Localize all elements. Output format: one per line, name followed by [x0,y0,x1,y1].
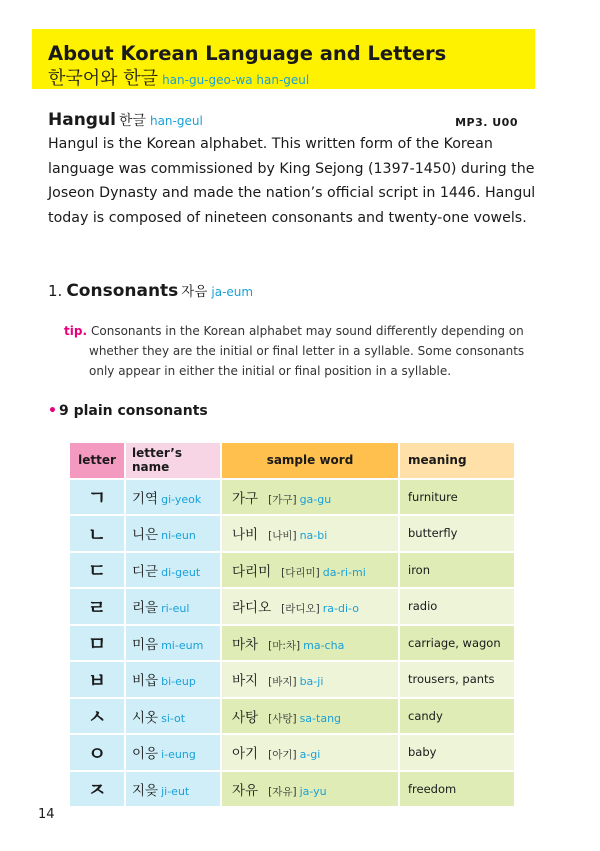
hangul-intro-paragraph: Hangul is the Korean alphabet. This written form of the Korean language was commissioned by King Sejong (1397-1450) during the Joseon Dynasty and made the nation’s official script in 1446. Hangul today is composed of nineteen consonants and twenty-one vowels. [48,136,536,226]
consonant-letter: ㄹ [70,587,124,624]
page-subtitle [48,64,309,90]
plain-consonants-heading [48,403,208,419]
consonant-name [126,697,220,734]
meaning: furniture [400,478,514,515]
consonant-name [126,551,220,588]
meaning: iron [400,551,514,588]
page-number: 14 [38,807,55,822]
mp3-track-label: MP3. U00 [455,116,518,129]
consonant-letter: ㅈ [70,770,124,807]
tip-label: tip. [64,324,87,338]
sample-word-ko: 아기 [232,746,259,763]
hangul-heading-en: Hangul [48,110,116,130]
meaning: candy [400,697,514,734]
hangul-heading-ko: 한글 [118,113,146,129]
sample-word-ko: 라디오 [232,600,272,617]
tip-note [64,321,534,381]
table-row [70,660,514,697]
sample-word-rom: ba-ji [299,675,324,689]
sample-word [222,624,398,661]
consonant-name-ko: 니은 [132,527,159,544]
header-letter-name: letter’s name [126,443,220,478]
consonant-name-rom: bi-eup [161,675,196,689]
table-row [70,770,514,807]
sample-word [222,697,398,734]
hangul-heading [48,110,203,130]
sample-word-pronunciation: [마:차] [268,639,301,652]
consonant-name-ko: 이응 [132,746,159,763]
consonant-name-ko: 디귿 [132,563,159,580]
consonant-name [126,624,220,661]
sample-word-pronunciation: [가구] [268,493,297,506]
sample-word [222,551,398,588]
consonant-letter: ㅂ [70,660,124,697]
sample-word-pronunciation: [사탕] [268,712,297,725]
table-row [70,514,514,551]
header-letter: letter [70,443,124,478]
sample-word-pronunciation: [아기] [268,749,297,762]
consonant-name-rom: ri-eul [161,602,190,616]
table-row [70,733,514,770]
consonant-letter: ㄱ [70,478,124,515]
consonant-name [126,514,220,551]
consonant-name-ko: 비읍 [132,673,159,690]
sample-word-rom: na-bi [299,529,328,543]
consonant-name [126,587,220,624]
table-row [70,697,514,734]
sample-word [222,770,398,807]
consonants-heading-en: Consonants [66,281,179,301]
meaning: carriage, wagon [400,624,514,661]
meaning: butterfly [400,514,514,551]
consonant-letter: ㄴ [70,514,124,551]
consonant-name-rom: si-ot [161,711,186,725]
meaning: trousers, pants [400,660,514,697]
table-row [70,551,514,588]
sample-word-pronunciation: [바지] [268,676,297,689]
consonant-name-rom: gi-yeok [161,492,202,506]
sample-word [222,733,398,770]
sample-word-pronunciation: [다리미] [281,566,320,579]
sample-word-pronunciation: [나비] [268,530,297,543]
consonant-name [126,733,220,770]
consonant-name [126,770,220,807]
subtitle-korean: 한국어와 한글 [48,68,159,89]
header-sample-word: sample word [222,443,398,478]
plain-consonants-label: 9 plain consonants [58,403,208,419]
consonant-name-rom: ni-eun [161,529,196,543]
consonant-name-ko: 지읒 [132,782,159,799]
consonant-letter: ㅇ [70,733,124,770]
sample-word-rom: da-ri-mi [322,565,366,579]
sample-word-rom: ma-cha [303,638,345,652]
sample-word-ko: 사탕 [232,709,259,726]
sample-word-ko: 자유 [232,782,259,799]
meaning: baby [400,733,514,770]
consonants-table [68,443,516,806]
consonant-name-ko: 미음 [132,636,159,653]
sample-word-ko: 가구 [232,490,259,507]
tip-text: Consonants in the Korean alphabet may sound differently depending on whether they are the initial or final letter in a syllable. Some consonants only appear in either the initial or final position in a syllable. [89,324,525,378]
table-header-row [70,443,514,478]
consonant-name [126,478,220,515]
consonant-name-rom: mi-eum [161,638,204,652]
consonant-name-rom: i-eung [161,748,196,762]
consonant-name-rom: di-geut [161,565,201,579]
sample-word-rom: ga-gu [299,492,332,506]
table-body [70,478,514,807]
consonant-letter: ㅁ [70,624,124,661]
hangul-heading-rom: han-geul [149,114,203,128]
sample-word-rom: a-gi [299,748,321,762]
sample-word-rom: ra-di-o [322,602,359,616]
consonants-heading [48,280,253,301]
subtitle-romanization: han-gu-geo-wa han-geul [162,73,310,87]
sample-word-ko: 다리미 [232,563,272,580]
bullet-icon: • [48,403,57,419]
sample-word-ko: 마차 [232,636,259,653]
sample-word-ko: 바지 [232,673,259,690]
sample-word [222,587,398,624]
consonant-name-ko: 리을 [132,600,159,617]
sample-word-pronunciation: [자유] [268,785,297,798]
consonant-letter: ㅅ [70,697,124,734]
sample-word [222,514,398,551]
header-meaning: meaning [400,443,514,478]
sample-word [222,478,398,515]
consonants-heading-ko: 자음 [181,284,208,300]
consonants-heading-rom: ja-eum [211,285,254,299]
table-row [70,587,514,624]
consonant-name-rom: ji-eut [161,784,190,798]
sample-word-rom: sa-tang [299,711,342,725]
meaning: radio [400,587,514,624]
consonants-number: 1. [48,282,63,300]
page-title: About Korean Language and Letters [48,42,447,65]
consonant-letter: ㄷ [70,551,124,588]
consonant-name [126,660,220,697]
sample-word-ko: 나비 [232,527,259,544]
consonant-name-ko: 기역 [132,490,159,507]
sample-word-pronunciation: [라디오] [281,603,320,616]
table-row [70,624,514,661]
sample-word-rom: ja-yu [299,784,327,798]
meaning: freedom [400,770,514,807]
sample-word [222,660,398,697]
table-row [70,478,514,515]
consonant-name-ko: 시옷 [132,709,159,726]
